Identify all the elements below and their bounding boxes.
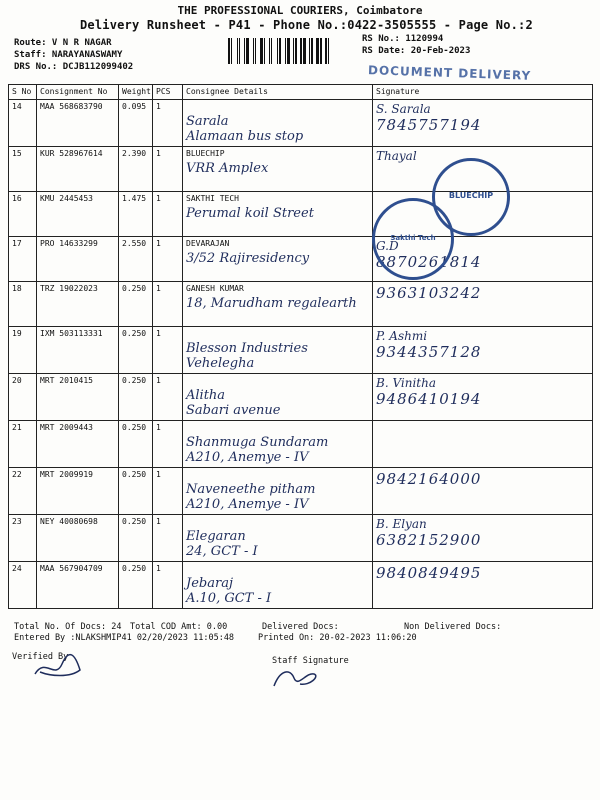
row-consignment: MRT 2009443 xyxy=(37,421,119,468)
col-consignment: Consignment No xyxy=(37,85,119,100)
table-row xyxy=(9,237,593,282)
row-consignment: KMU 2445453 xyxy=(37,192,119,237)
table-row xyxy=(9,327,593,374)
row-weight: 0.250 xyxy=(119,421,153,468)
barcode-bar xyxy=(323,38,324,64)
consignee-handwritten-line2: A210, Anemye - IV xyxy=(186,450,309,465)
route-label: Route: V N R NAGAR xyxy=(14,38,112,48)
row-consignment: IXM 503113331 xyxy=(37,327,119,374)
signature-phone: 7845757194 xyxy=(376,116,482,134)
delivered-docs: Delivered Docs: xyxy=(262,622,339,632)
bluechip-stamp: BLUECHIP xyxy=(432,158,510,236)
row-sno: 22 xyxy=(9,468,37,515)
consignee-name: BLUECHIP xyxy=(186,149,225,158)
consignee-name xyxy=(186,470,369,480)
signature-phone: 9344357128 xyxy=(376,343,482,361)
signature-handwritten: B. Vinitha xyxy=(376,376,437,390)
barcode xyxy=(228,38,350,64)
col-consignee: Consignee Details xyxy=(183,85,373,100)
row-signature xyxy=(373,282,593,327)
staff-signature-label: Staff Signature xyxy=(272,656,349,666)
row-consignee xyxy=(183,147,373,192)
row-pcs: 1 xyxy=(153,468,183,515)
row-consignee xyxy=(183,562,373,609)
consignee-handwritten-line2: A210, Anemye - IV xyxy=(186,497,309,512)
rs-number: RS No.: 1120994 xyxy=(362,34,444,44)
col-signature: Signature xyxy=(373,85,593,100)
total-cod: Total COD Amt: 0.00 xyxy=(130,622,228,632)
row-consignee xyxy=(183,374,373,421)
signature-handwritten: Thayal xyxy=(376,149,417,163)
verified-by-label: Verified By xyxy=(12,652,69,662)
barcode-bar xyxy=(228,38,230,64)
entered-by: Entered By :NLAKSHMIP41 02/20/2023 11:05:48 xyxy=(14,633,235,643)
barcode-bar xyxy=(241,38,243,64)
barcode-bar xyxy=(314,38,315,64)
consignee-handwritten-line1: 3/52 Rajiresidency xyxy=(186,251,310,266)
barcode-bar xyxy=(291,38,292,64)
row-sno: 21 xyxy=(9,421,37,468)
row-consignment: MAA 567904709 xyxy=(37,562,119,609)
barcode-bar xyxy=(237,38,238,64)
row-signature xyxy=(373,100,593,147)
table-row xyxy=(9,515,593,562)
row-signature xyxy=(373,562,593,609)
row-sno: 19 xyxy=(9,327,37,374)
row-weight: 0.250 xyxy=(119,562,153,609)
row-consignee xyxy=(183,515,373,562)
runsheet-table xyxy=(8,84,593,609)
row-pcs: 1 xyxy=(153,421,183,468)
barcode-bar xyxy=(266,38,268,64)
printed-on: Printed On: 20-02-2023 11:06:20 xyxy=(258,633,417,643)
row-pcs: 1 xyxy=(153,327,183,374)
row-pcs: 1 xyxy=(153,282,183,327)
barcode-bar xyxy=(287,38,290,64)
row-pcs: 1 xyxy=(153,515,183,562)
staff-signature xyxy=(270,664,330,692)
row-consignment: TRZ 19022023 xyxy=(37,282,119,327)
sakthi-tech-stamp: Sakthi Tech xyxy=(372,198,454,280)
signature-phone: 8870261814 xyxy=(376,253,482,271)
consignee-handwritten-line1: Blesson Industries xyxy=(186,341,308,356)
row-pcs: 1 xyxy=(153,147,183,192)
runsheet-title: THE PROFESSIONAL COURIERS, Coimbatore xyxy=(177,4,423,17)
consignee-name: DEVARAJAN xyxy=(186,239,230,248)
barcode-bar xyxy=(303,38,306,64)
non-delivered-docs: Non Delivered Docs: xyxy=(404,622,502,632)
consignee-handwritten-line2: Vehelegha xyxy=(186,356,255,371)
table-row xyxy=(9,562,593,609)
consignee-handwritten-line1: VRR Amplex xyxy=(186,161,269,176)
barcode-bar xyxy=(250,38,252,64)
row-weight: 0.250 xyxy=(119,374,153,421)
row-sno: 23 xyxy=(9,515,37,562)
row-consignee xyxy=(183,237,373,282)
barcode-bar xyxy=(325,38,327,64)
table-row xyxy=(9,374,593,421)
row-sno: 18 xyxy=(9,282,37,327)
consignee-handwritten-line1: 18, Marudham regalearth xyxy=(186,296,357,311)
barcode-bar xyxy=(279,38,281,64)
row-sno: 15 xyxy=(9,147,37,192)
row-signature xyxy=(373,374,593,421)
row-consignment: MRT 2009919 xyxy=(37,468,119,515)
row-signature xyxy=(373,468,593,515)
table-row xyxy=(9,421,593,468)
signature-handwritten: B. Elyan xyxy=(376,517,427,531)
row-weight: 0.250 xyxy=(119,515,153,562)
consignee-handwritten-line2: Sabari avenue xyxy=(186,403,281,418)
barcode-bar xyxy=(293,38,294,64)
row-consignment: NEY 40080698 xyxy=(37,515,119,562)
signature-phone: 6382152900 xyxy=(376,531,482,549)
document-delivery-stamp: DOCUMENT DELIVERY xyxy=(367,63,532,83)
barcode-bar xyxy=(273,38,276,64)
table-header-row xyxy=(9,85,593,100)
barcode-bar xyxy=(264,38,265,64)
verified-signature xyxy=(30,652,90,682)
barcode-bar xyxy=(239,38,240,64)
barcode-bar xyxy=(320,38,322,64)
consignee-name: SAKTHI TECH xyxy=(186,194,239,203)
row-signature xyxy=(373,421,593,468)
barcode-bar xyxy=(269,38,270,64)
signature-phone: 9840849495 xyxy=(376,564,482,582)
barcode-bar xyxy=(328,38,329,64)
row-consignment: MAA 568683790 xyxy=(37,100,119,147)
barcode-bar xyxy=(244,38,245,64)
row-weight: 0.250 xyxy=(119,327,153,374)
row-weight: 0.250 xyxy=(119,282,153,327)
consignee-name xyxy=(186,329,369,339)
signature-handwritten: G.D xyxy=(376,239,399,253)
table-row xyxy=(9,100,593,147)
consignee-name xyxy=(186,102,369,112)
consignee-handwritten-line1: Alitha xyxy=(186,388,226,403)
barcode-bar xyxy=(307,38,308,64)
row-weight: 0.095 xyxy=(119,100,153,147)
barcode-bar xyxy=(253,38,254,64)
barcode-bar xyxy=(271,38,272,64)
row-consignee xyxy=(183,192,373,237)
row-weight: 1.475 xyxy=(119,192,153,237)
rs-date: RS Date: 20-Feb-2023 xyxy=(362,46,471,56)
barcode-bar xyxy=(298,38,299,64)
drs-number: DRS No.: DCJB112099402 xyxy=(14,62,134,72)
barcode-bar xyxy=(316,38,319,64)
barcode-bar xyxy=(295,38,297,64)
col-sno: S No xyxy=(9,85,37,100)
table-row xyxy=(9,468,593,515)
row-consignee xyxy=(183,100,373,147)
total-docs: Total No. Of Docs: 24 xyxy=(14,622,122,632)
row-pcs: 1 xyxy=(153,192,183,237)
consignee-name xyxy=(186,517,369,527)
barcode-bar xyxy=(309,38,310,64)
consignee-handwritten-line1: Jebaraj xyxy=(186,576,233,591)
row-consignee xyxy=(183,327,373,374)
row-consignee xyxy=(183,468,373,515)
signature-handwritten: P. Ashmi xyxy=(376,329,428,343)
consignee-handwritten-line1: Elegaran xyxy=(186,529,246,544)
barcode-bar xyxy=(311,38,313,64)
row-sno: 24 xyxy=(9,562,37,609)
consignee-name xyxy=(186,376,369,386)
row-pcs: 1 xyxy=(153,100,183,147)
row-sno: 17 xyxy=(9,237,37,282)
runsheet-subtitle: Delivery Runsheet - P41 - Phone No.:0422-3505555 - Page No.:2 xyxy=(80,18,533,32)
row-signature xyxy=(373,515,593,562)
table-row xyxy=(9,282,593,327)
consignee-name xyxy=(186,564,369,574)
row-sno: 16 xyxy=(9,192,37,237)
consignee-handwritten-line1: Perumal koil Street xyxy=(186,206,314,221)
consignee-name xyxy=(186,423,369,433)
barcode-bar xyxy=(282,38,284,64)
barcode-bar xyxy=(255,38,256,64)
staff-label: Staff: NARAYANASWAMY xyxy=(14,50,123,60)
consignee-handwritten-line2: Alamaan bus stop xyxy=(186,129,304,144)
row-weight: 2.550 xyxy=(119,237,153,282)
col-weight: Weight xyxy=(119,85,153,100)
barcode-bar xyxy=(231,38,232,64)
row-weight: 0.250 xyxy=(119,468,153,515)
row-consignment: MRT 2010415 xyxy=(37,374,119,421)
consignee-handwritten-line2: 24, GCT - I xyxy=(186,544,258,559)
consignee-handwritten-line1: Shanmuga Sundaram xyxy=(186,435,329,450)
consignee-name: GANESH KUMAR xyxy=(186,284,244,293)
signature-phone: 9363103242 xyxy=(376,284,482,302)
barcode-bar xyxy=(285,38,286,64)
barcode-bar xyxy=(246,38,249,64)
col-pcs: PCS xyxy=(153,85,183,100)
barcode-bar xyxy=(277,38,278,64)
row-consignment: PRO 14633299 xyxy=(37,237,119,282)
row-weight: 2.390 xyxy=(119,147,153,192)
signature-phone: 9486410194 xyxy=(376,390,482,408)
row-sno: 20 xyxy=(9,374,37,421)
row-consignment: KUR 528967614 xyxy=(37,147,119,192)
row-pcs: 1 xyxy=(153,237,183,282)
row-consignee xyxy=(183,421,373,468)
barcode-bar xyxy=(300,38,302,64)
row-signature xyxy=(373,327,593,374)
row-consignee xyxy=(183,282,373,327)
signature-phone: 9842164000 xyxy=(376,470,482,488)
barcode-bar xyxy=(233,38,236,64)
row-sno: 14 xyxy=(9,100,37,147)
row-pcs: 1 xyxy=(153,374,183,421)
barcode-bar xyxy=(257,38,259,64)
barcode-bar xyxy=(260,38,263,64)
consignee-handwritten-line1: Sarala xyxy=(186,114,229,129)
row-pcs: 1 xyxy=(153,562,183,609)
signature-handwritten: S. Sarala xyxy=(376,102,431,116)
consignee-handwritten-line1: Naveneethe pitham xyxy=(186,482,316,497)
consignee-handwritten-line2: A.10, GCT - I xyxy=(186,591,272,606)
